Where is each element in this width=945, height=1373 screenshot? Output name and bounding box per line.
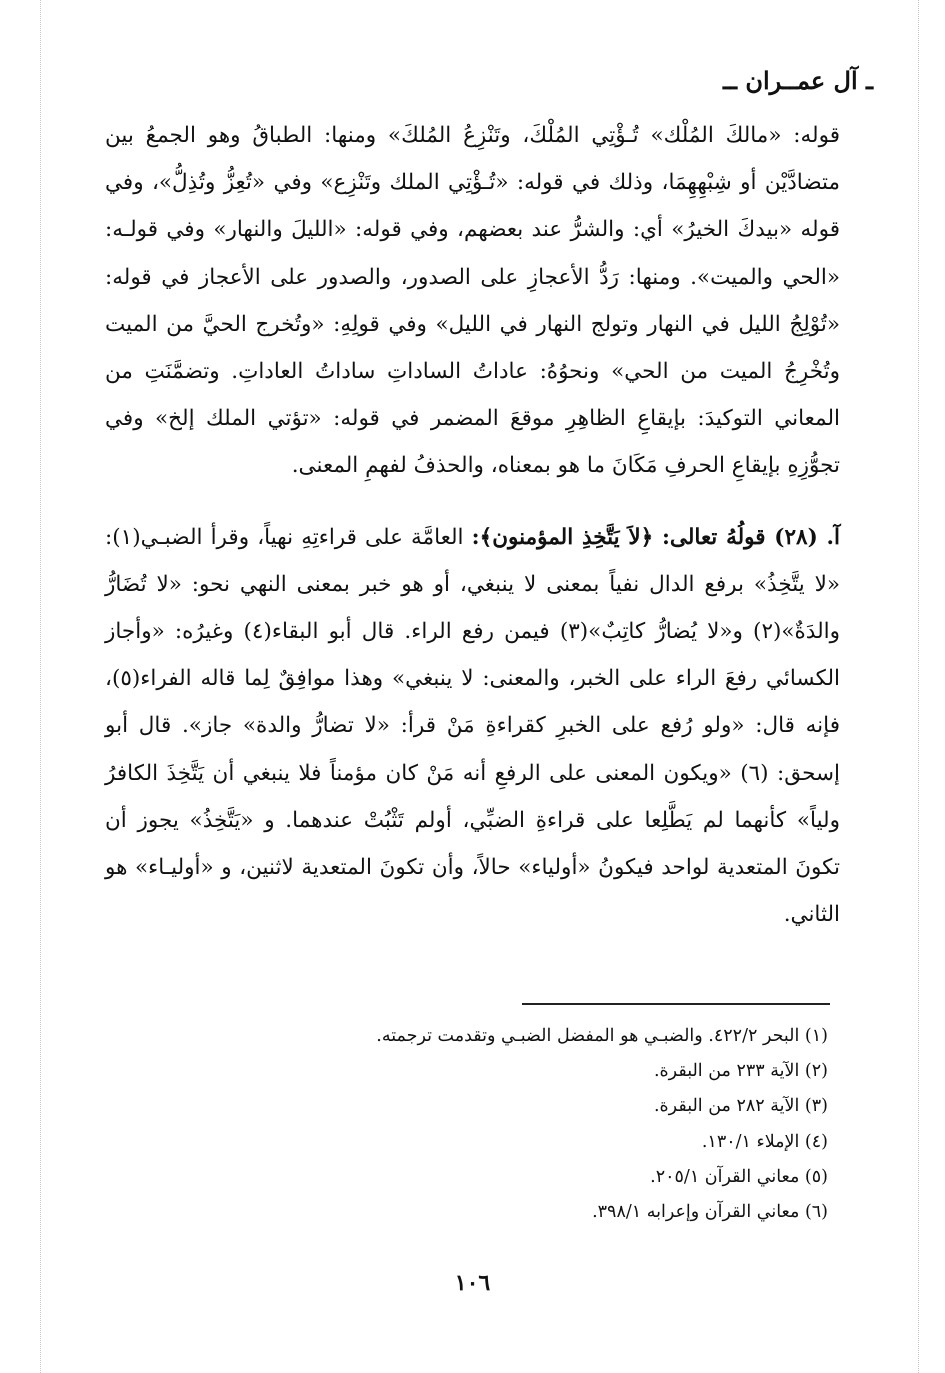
footnote-separator (522, 1003, 830, 1005)
scan-edge-left (40, 0, 41, 1373)
main-text-block (105, 112, 840, 938)
verse-heading: آ. (٢٨) قولُهُ تعالى: ﴿لاَ يَتَّخِذِ المؤمنون﴾: (471, 524, 840, 550)
paragraph-2-text: العامَّة على قراءتِهِ نهياً، وقرأ الضبـي(١): «لا يتَّخِذُ» برفع الدال نفياً بمعنى لا ينبغي، أو هو خبر بمعنى النهي نحو: «لا تُضَارُّ والدَةٌ»(٢) و«لا يُضارُّ كاتِبٌ»(٣) فيمن رفع الراء. قال أبو البقاء(٤) وغيرُه: «وأجاز الكسائي رفعَ الراء على الخبر، والمعنى: لا ينبغي» وهذا موافِقٌ لِما قاله الفراء(٥)، فإنه قال: «ولو رُفع على الخبرِ كقراءةِ مَنْ قرأ: «لا تضارُّ والدة» جاز». قال أبو إسحق: (٦) «ويكون المعنى على الرفعِ أنه مَنْ كان مؤمناً فلا ينبغي أن يَتَّخِذَ الكافرُ ولياً» كأنهما لم يَطَّلِعا على قراءةِ الضبِّي، أولم تَثْبُتْ عندهما. و «يَتَّخِذُ» يجوز أن تكونَ المتعدية لواحد فيكونُ «أولياء» حالاً، وأن تكونَ المتعدية لاثنين، و «أوليـاء» هو الثاني. (105, 524, 841, 928)
footnote-6: (٦) معاني القرآن وإعرابه ٣٩٨/١. (592, 1202, 828, 1223)
footnote-3: (٣) الآية ٢٨٢ من البقرة. (653, 1096, 828, 1117)
footnote-4: (٤) الإملاء ١٣٠/١. (701, 1131, 828, 1152)
footnote-2: (٢) الآية ٢٣٣ من البقرة. (653, 1061, 828, 1082)
footnote-5: (٥) معاني القرآن ٢٠٥/١. (650, 1166, 828, 1187)
scan-edge-right (918, 0, 919, 1373)
footnote-1: (١) البحر ٤٢٢/٢. والضبـي هو المفضل الضبـي وتقدمت ترجمته. (376, 1026, 828, 1046)
page-number: ١٠٦ (454, 1270, 491, 1296)
paragraph-2 (105, 514, 840, 939)
footnotes-list (128, 1019, 828, 1230)
running-header: ـ آل عمــران ــ (722, 66, 873, 95)
paragraph-spacer (105, 490, 840, 514)
paragraph-1: قوله: «مالكَ المُلْك» تُـؤْتِي المُلْكَ، وتَنْزِعُ المُلكَ» ومنها: الطباقُ وهو الجمعُ بين متضادَّيْن أو شِبْهِهِمَا، وذلك في قوله: «تُـؤْتِي الملك وتَنْزِع» وفي «تُعِزُّ وتُذِلُّ»، وفي قوله «بيدكَ الخيرُ» أي: والشرُّ عند بعضهم، وفي قوله: «الليلَ والنهار» وفي قولـه: «الحي والميت». ومنها: رَدُّ الأعجازِ على الصدور، والصدور على الأعجاز في قوله: «تُوْلِجُ الليل في النهار وتولج النهار في الليل» وفي قولِهِ: «وتُخرج الحيَّ من الميت وتُخْرِجُ الميت من الحي» ونحوُهُ: عاداتُ الساداتِ ساداتُ العاداتِ. وتضمَّنَتِ من المعاني التوكيدَ: بإيقاعِ الظاهِرِ موقعَ المضمر في قوله: «تؤتي الملك إلخ» وفي تجوُّزِهِ بإيقاعِ الحرفِ مَكَانَ ما هو بمعناه، والحذفُ لفهمِ المعنى. (105, 123, 840, 479)
